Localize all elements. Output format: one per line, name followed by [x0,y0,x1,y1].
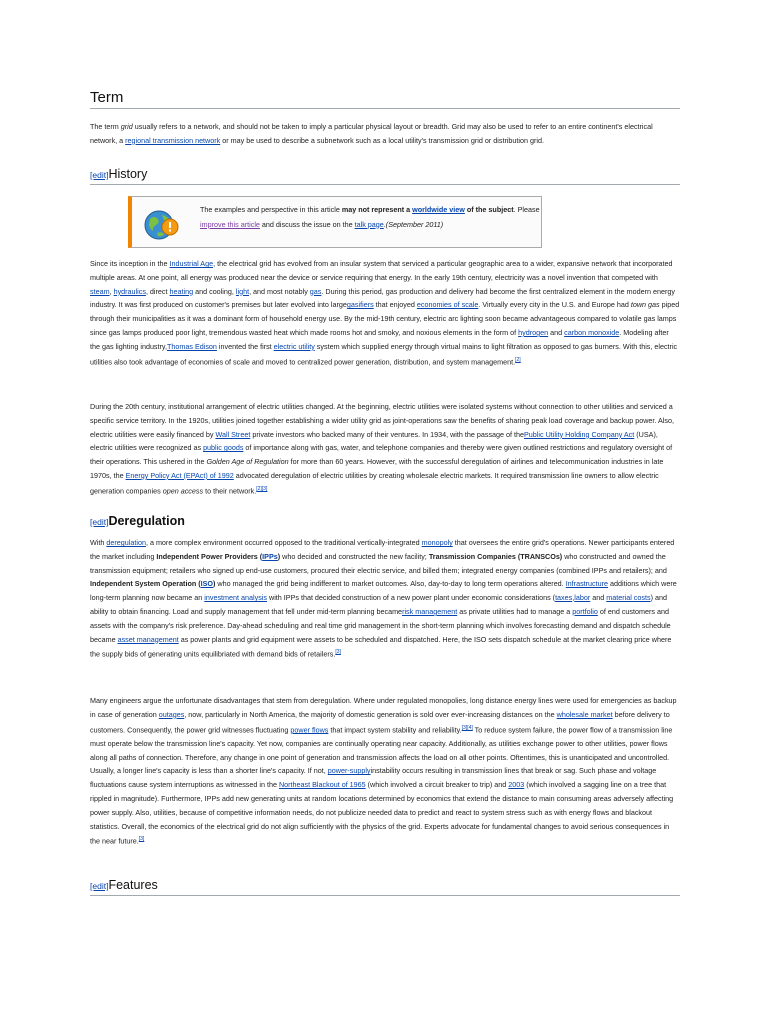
link-talk-page[interactable]: talk page [354,219,384,229]
link-portfolio[interactable]: portfolio [572,606,598,616]
reference-link[interactable]: [2] [515,356,521,363]
link-heating[interactable]: heating [169,286,194,296]
link-light[interactable]: light [235,286,250,296]
link-improve-article[interactable]: improve this article [200,219,260,229]
reference-link[interactable]: [3][4] [461,724,473,731]
link-carbon-monoxide[interactable]: carbon monoxide [564,327,620,337]
deregulation-heading [90,515,680,531]
globe-warning-icon [142,203,182,243]
link-infrastructure[interactable]: Infrastructure [565,579,609,589]
link-power-supply[interactable]: power-supply [327,766,371,776]
features-heading [90,879,680,896]
reference-link[interactable]: [3] [335,649,341,656]
deregulation-heading-text: Deregulation [108,514,185,528]
history-heading-text: History [108,167,148,181]
link-thomas-edison[interactable]: Thomas Edison [166,341,217,351]
history-paragraph-2: During the 20th century, institutional arrangement of electric utilities changed. At the beginning, electric utilities were isolated systems without connection to other utilities and serviced a specific service territory. In the 1920s, utilities joined together establishing a wider utility grid as joint-operations saw the benefits of sharing peak load coverage and backup power. Also, electric utilities were easily financed by Wall Street private investors who backed many of their ventures. In 1934, with the passage of thePublic Utility Holding Company Act (USA), electric utilities were recognized as public goods of importance along with gas, water, and telephone companies and thereby were given outlined restrictions and regulatory oversight of their operations. This ushered in the Golden Age of Regulation for more than 60 years. However, with the successful deregulation of airlines and telecommunication industries in late 1970s, the Energy Policy Act (EPAct) of 1992 advocated deregulation of electric utilities by creating wholesale electric markets. It required transmission line owners to allow electric generation companies open access to their network.[2][3] [90,402,674,496]
edit-link-history[interactable]: [edit] [90,170,109,180]
link-blackout-2003[interactable]: 2003 [508,780,525,790]
features-heading-text: Features [108,878,158,892]
link-wholesale-market[interactable]: wholesale market [556,709,613,719]
link-iso[interactable]: ISO [200,579,214,589]
link-ipps[interactable]: IPPs [262,551,278,561]
term-paragraph: The term grid usually refers to a network, and should not be taken to imply a particular physical layout or breadth. Grid may also be used to refer to an entire continent's electrical network, a regional transmission network or may be used to describe a subnetwork such as a local utility's transmission grid or distribution grid. [90,122,653,145]
link-labor[interactable]: labor [574,593,591,603]
link-gasifiers[interactable]: gasifiers [346,300,374,310]
link-taxes[interactable]: taxes [555,593,573,603]
link-steam[interactable]: steam [90,286,110,296]
reference-link[interactable]: [2][3] [256,485,268,492]
term-heading-text: Term [90,89,124,106]
edit-link-deregulation[interactable]: [edit] [90,517,109,527]
link-material-costs[interactable]: material costs [606,593,651,603]
link-hydraulics[interactable]: hydraulics [113,286,146,296]
link-power-flows[interactable]: power flows [290,724,329,734]
deregulation-paragraph-1: With deregulation, a more complex environment occurred opposed to the traditional vertically-integrated monopoly that oversees the entire grid's operations. Newer participants entered the market including Independent Power Providers (IPPs) who decided and constructed the new facility; Transmission Companies (TRANSCOs) who constructed and owned the transmission equipment; retailers who signed up end-use customers, procured their electric service, and billed them; integrated energy companies (combined IPPs and retailers); and Independent System Operation (ISO) who managed the grid being indifferent to market outcomes. Also, day-to-day to long term operations altered. Infrastructure additions which were long-term planning now became an investment analysis with IPPs that decided construction of a new power plant under economic considerations (taxes,labor and material costs) and ability to obtain financing. Load and supply management that fell under mid-term planning becamerisk management as private utilities had to manage a portfolio of end customers and assets with the company's risk preference. Day-ahead scheduling and real time grid management in the short-term planning which involves forecasting demand and dispatch schedule became asset management as power plants and grid equipment were assets to be scheduled and dispatched. Here, the ISO sets dispatch schedule at the market clearing price where the supply bids of generating units equilibriated with demand bids of retailers.[3] [90,538,677,659]
link-worldwide-view[interactable]: worldwide view [412,205,465,214]
link-public-goods[interactable]: public goods [203,443,244,453]
deregulation-paragraph-2: Many engineers argue the unfortunate disadvantages that stem from deregulation. Where under regulated monopolies, long distance energy lines were used for emergencies as backup in case of generation outages, now, particularly in North America, the majority of domestic generation is sold over ever-increasing distances on the wholesale market before delivery to customers. Consequently, the power grid witnesses fluctuating power flows that impact system stability and reliability.[3][4] To reduce system failure, the power flow of a transmission line must operate below the transmission line's capacity. Yet now, companies are continually operating near capacity. Additionally, as utilities exchange power to other utilities, power flows along all paths of connection. Therefore, any change in one point of generation and transmission affects the load on all other points. Oftentimes, this is unanticipated and uncontrolled. Usually, a longer line's capacity is less than a shorter line's capacity. If not, power-supplyinstability occurs resulting in transmission lines that break or sag. Such phase and voltage fluctuations cause system interruptions as witnessed in the Northeast Blackout of 1965 (which involved a circuit breaker to trip) and 2003 (which involved a sagging line on a tree that rippled in magnitude). Furthermore, IPPs add new generating units at random locations determined by economics that extend the distance to main consuming areas adversely affecting power supply. Also, utilities, because of competitive information needs, do not publicize needed data to predict and react to system stress such as with energy flows and blackout statistics. Overall, the economics of the electrical grid do not align sufficiently with the physics of the grid. Experts advocate for fundamental changes to avoid serious consequences in the near future.[3] [90,696,677,846]
term-heading [90,90,680,109]
link-asset-management[interactable]: asset management [117,634,179,644]
link-puhca[interactable]: Public Utility Holding Company Act [524,429,635,439]
reference-link[interactable]: [3] [138,836,145,843]
edit-link-features[interactable]: [edit] [90,881,109,891]
link-regional-transmission-network[interactable]: regional transmission network [125,135,221,145]
link-risk-management[interactable]: risk management [402,606,458,616]
notice-text: The examples and perspective in this article may not represent a worldwide view of the subject. Please improve this article and discuss the issue on the talk page.(September 2011) [200,205,540,229]
link-economies-of-scale[interactable]: economies of scale [416,300,479,310]
link-monopoly[interactable]: monopoly [421,538,453,547]
link-investment-analysis[interactable]: investment analysis [204,593,267,603]
link-gas[interactable]: gas [309,286,322,296]
link-electric-utility[interactable]: electric utility [273,341,315,351]
worldview-notice-box [128,196,542,248]
link-outages[interactable]: outages [158,709,185,719]
link-northeast-blackout-1965[interactable]: Northeast Blackout of 1965 [278,780,366,790]
history-heading [90,168,680,185]
link-deregulation[interactable]: deregulation [106,538,146,547]
link-hydrogen[interactable]: hydrogen [518,327,549,337]
link-epact-1992[interactable]: Energy Policy Act (EPAct) of 1992 [125,470,234,480]
history-paragraph-1: Since its inception in the Industrial Age, the electrical grid has evolved from an insular system that serviced a particular geographic area to a wider, expansive network that incorporated multiple areas. At one point, all energy was produced near the device or service requiring that energy. In the early 19th century, electricity was a novel invention that competed with steam, hydraulics, direct heating and cooling, light, and most notably gas. During this period, gas production and delivery had become the first centralized element in the modern energy industry. It was first produced on customer's premises but later evolved into largegasifiers that enjoyed economies of scale. Virtually every city in the U.S. and Europe had town gas piped through their municipalities as it was a dominant form of household energy use. By the mid-19th century, electric arc lighting soon became advantageous compared to volatile gas lamps since gas lamps produced poor light, tremendous wasted heat which made rooms hot and smoky, and noxious elements in the form of hydrogen and carbon monoxide. Modeling after the gas lighting industry,Thomas Edison invented the first electric utility system which supplied energy through virtual mains to light filtration as opposed to gas burners. With this, electric utilities also took advantage of economies of scale and moved to centralized power generation, distribution, and system management.[2] [90,259,680,366]
link-industrial-age[interactable]: Industrial Age [169,259,214,268]
link-wall-street[interactable]: Wall Street [215,429,251,439]
